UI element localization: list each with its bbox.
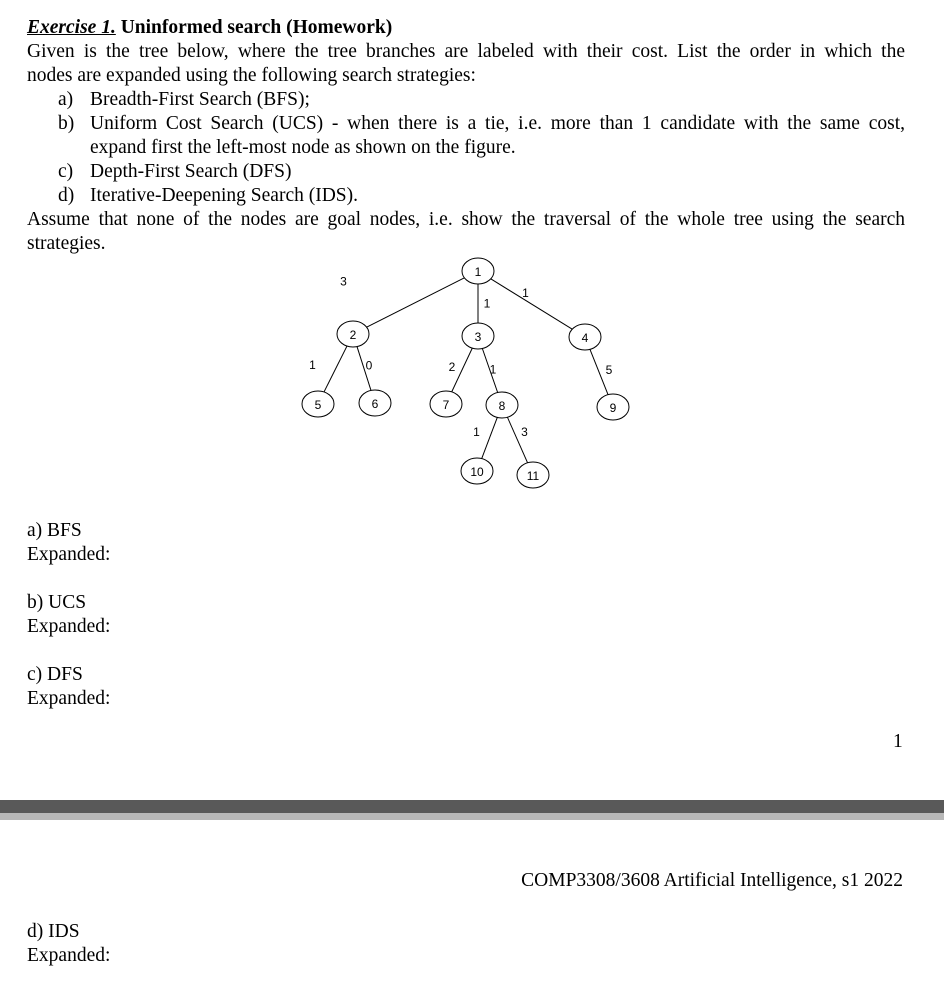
edge-cost-2-5: 1 (309, 358, 316, 372)
answer-bfs-label: Expanded: (27, 544, 111, 565)
tree-edge-1-2 (367, 278, 465, 327)
exercise-label: Exercise 1. (27, 17, 116, 38)
strategy-item-b-text: Uniform Cost Search (UCS) - when there is a tie, i.e. more than 1 candidate with the same cost, (90, 113, 905, 134)
tree-node-label: 9 (609, 401, 617, 415)
intro-line-2: nodes are expanded using the following search strategies: (27, 65, 476, 86)
tree-node-label: 1 (474, 265, 482, 279)
answer-dfs-heading: c) DFS (27, 664, 83, 685)
item-text: Breadth-First Search (BFS); (90, 89, 310, 110)
exercise-title-text: Uninformed search (Homework) (120, 17, 393, 38)
tree-node-label: 4 (581, 331, 589, 345)
item-marker: b) (58, 113, 75, 134)
edge-cost-3-8: 1 (489, 362, 497, 377)
strategy-item-b-text-2: expand first the left-most node as shown on the figure. (90, 137, 516, 158)
answer-dfs-label: Expanded: (27, 688, 111, 709)
edge-cost-1-4: 1 (522, 286, 529, 300)
tree-node-label: 5 (314, 398, 322, 412)
tree-node-5 (302, 391, 334, 417)
item-text: Iterative-Deepening Search (IDS). (90, 185, 359, 206)
tree-node-10 (461, 458, 493, 484)
tree-node-6 (359, 390, 391, 416)
tree-node-1 (462, 258, 494, 284)
answer-ucs-label: Expanded: (27, 616, 111, 637)
document-page-2 (0, 820, 944, 988)
item-marker: d) (58, 185, 75, 206)
page-footer: COMP3308/3608 Artificial Intelligence, s1 2022 (521, 870, 903, 891)
edge-cost-1-3: 1 (483, 296, 491, 311)
page-separator-shadow (0, 813, 944, 820)
tree-node-11 (517, 462, 549, 488)
tree-node-2 (337, 321, 369, 347)
tree-node-label: 8 (498, 399, 506, 413)
edge-cost-1-2: 3 (340, 274, 347, 289)
answer-ucs-heading: b) UCS (27, 592, 87, 613)
item-marker: a) (58, 89, 74, 110)
page-separator (0, 800, 944, 813)
tree-node-label: 3 (474, 330, 482, 344)
edge-cost-8-11: 3 (521, 425, 528, 439)
tree-edge-2-5 (324, 346, 347, 392)
tree-node-label: 2 (349, 328, 357, 342)
assume-line-2: strategies. (27, 233, 106, 254)
tree-node-label: 7 (442, 398, 450, 412)
tree-edge-8-10 (482, 417, 498, 458)
answer-bfs-heading: a) BFS (27, 520, 82, 541)
tree-node-9 (597, 394, 629, 420)
tree-node-8 (486, 392, 518, 418)
item-marker: c) (58, 161, 74, 182)
tree-node-3 (462, 323, 494, 349)
page-number: 1 (893, 731, 903, 752)
answer-ids-label: Expanded: (27, 945, 111, 966)
tree-node-label: 11 (526, 469, 540, 483)
item-text: Depth-First Search (DFS) (90, 161, 292, 182)
edge-cost-2-6: 0 (365, 358, 373, 373)
assume-line-1: Assume that none of the nodes are goal nodes, i.e. show the traversal of the whole tree using the search (27, 209, 905, 230)
edge-cost-4-9: 5 (605, 363, 613, 377)
edge-cost-8-10: 1 (473, 425, 480, 439)
tree-edge-1-4 (491, 279, 573, 329)
tree-node-4 (569, 324, 601, 350)
intro-line-1: Given is the tree below, where the tree branches are labeled with their cost. List the order in which the (27, 41, 905, 62)
tree-node-label: 10 (470, 465, 484, 479)
tree-node-label: 6 (371, 397, 379, 411)
tree-node-7 (430, 391, 462, 417)
answer-ids-heading: d) IDS (27, 921, 80, 942)
edge-cost-3-7: 2 (448, 360, 456, 374)
